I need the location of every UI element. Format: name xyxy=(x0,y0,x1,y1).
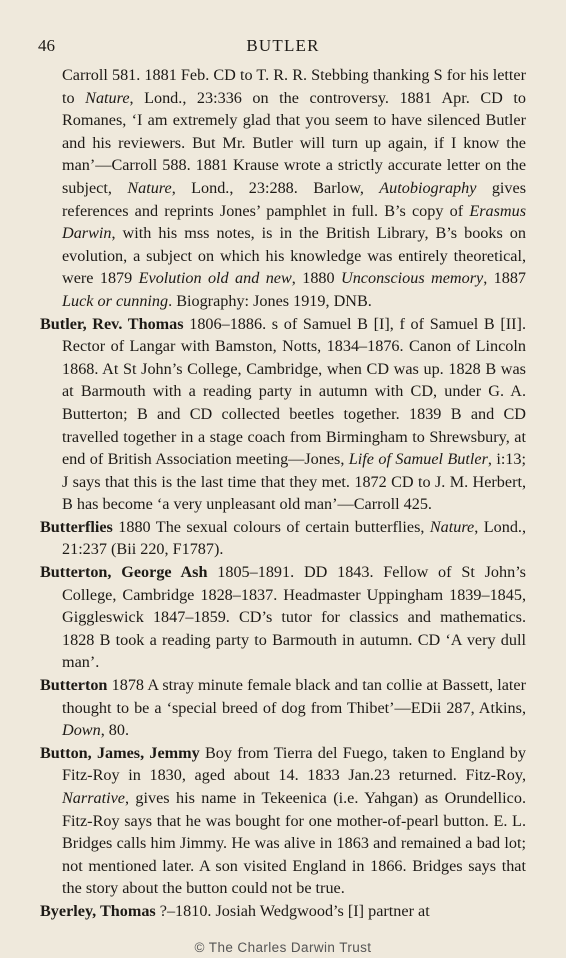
entry-byerley-thomas xyxy=(40,900,526,923)
page-number: 46 xyxy=(38,36,55,55)
entry-butterflies xyxy=(40,516,526,561)
entry-text: , 1880 xyxy=(291,269,342,288)
entry-text: ?–1810. Josiah Wedgwood’s [I] partner at xyxy=(155,901,430,920)
entry-headword: Butterflies xyxy=(40,517,113,536)
entry-headword: Byerley, Thomas xyxy=(40,901,156,920)
italic-title: Autobiography xyxy=(379,178,477,197)
italic-title: Nature xyxy=(127,178,172,197)
italic-title: Nature xyxy=(429,517,475,536)
entry-headword: Butterton, George Ash xyxy=(40,563,208,582)
entry-text: , 80. xyxy=(100,721,130,740)
italic-title: Life of Samuel Butler xyxy=(348,450,488,469)
entry-butterton-george-ash xyxy=(40,561,526,674)
entry-text: 1878 A stray minute female black and tan collie at Bassett, later thought to be a ‘special breed of dog from Thibet’—EDii 287, Atkins, xyxy=(62,676,526,717)
entry-text: Carroll 581. 1881 Feb. CD to T. R. R. Stebbing thanking S for his letter to xyxy=(62,66,526,107)
entry-headword: Butterton xyxy=(40,676,108,695)
entry-text: , i:13; J says that this is the last time that they met. 1872 CD to J. M. Herbert, B has become ‘a very unpleasant old man’—Carroll 425. xyxy=(62,450,526,514)
entry-text: , gives his name in Tekeenica (i.e. Yahgan) as Orundellico. Fitz-Roy says that he was bought for one mother-of-pearl button. E. L. Bridges calls him Jimmy. He was alive in 1863 and remained a bad lot; not mentioned later. A son visited England in 1866. Bridges says that the story about the button could not be true. xyxy=(62,789,526,898)
entry-headword: Butler, Rev. Thomas xyxy=(40,314,184,333)
entry-button-james-jemmy xyxy=(40,742,526,900)
entry-text: , 1887 xyxy=(483,269,527,288)
entry-text: , Lond., 23:288. Barlow, xyxy=(171,178,380,197)
italic-title: Unconscious memory xyxy=(341,269,484,288)
italic-title: Evolution old and new xyxy=(138,269,292,288)
entry-text: . Biography: Jones 1919, DNB. xyxy=(168,291,372,310)
italic-title: Down xyxy=(62,721,101,740)
italic-title: Luck or cunning xyxy=(62,291,169,310)
entry-text: Boy from Tierra del Fuego, taken to England by Fitz-Roy in 1830, aged about 14. 1833 Jan.23 returned. Fitz-Roy, xyxy=(62,743,526,785)
italic-title: Narrative xyxy=(62,789,125,807)
entries-body xyxy=(40,64,526,923)
running-head: BUTLER xyxy=(246,36,320,55)
entry-continuation xyxy=(40,64,526,313)
entry-text: 1880 The sexual colours of certain butterflies, xyxy=(112,517,430,536)
entry-butler-rev-thomas xyxy=(40,313,526,516)
entry-text: 1805–1891. DD 1843. Fellow of St John’s College, Cambridge 1828–1837. Headmaster Uppingham 1839–1845, Giggleswick 1847–1859. CD’s tutor for classics and mathematics. 1828 B took a reading party to Barmouth in autumn. CD ‘A very dull man’. xyxy=(62,563,526,672)
entry-text: , with his mss notes, is in the British Library, B’s books on evolution, a subject on which his knowledge was entirely theoretical, were 1879 xyxy=(62,224,526,288)
entry-butterton-dog xyxy=(40,674,526,742)
entry-text: gives references and reprints Jones’ pamphlet in full. B’s copy of xyxy=(62,178,526,220)
italic-title: Nature xyxy=(85,88,130,107)
entry-text: , Lond., 23:336 on the controversy. 1881 Apr. CD to Romanes, ‘I am extremely glad that you seem to have silenced Butler and his reviewers. But Mr. Butler will turn up again, if I know the man’—Carroll 588. 1881 Krause wrote a strictly accurate letter on the subject, xyxy=(62,88,526,197)
entry-headword: Button, James, Jemmy xyxy=(40,743,200,762)
entry-text: 1806–1886. s of Samuel B [I], f of Samuel B [II]. Rector of Langar with Bamston, Notts, 1834–1876. Canon of Lincoln 1868. At St John’s College, Cambridge, when CD was up. 1828 B was at Barmouth with a reading party in autumn with CD, under G. A. Butterton; B and CD collected beetles together. 1839 B and CD travelled together in a stage coach from Birmingham to Shrewsbury, at end of British Association meeting—Jones, xyxy=(62,314,526,469)
copyright-footer: © The Charles Darwin Trust xyxy=(194,940,372,955)
italic-title: Erasmus Darwin xyxy=(62,201,526,243)
entry-text: , Lond., 21:237 (Bii 220, F1787). xyxy=(62,517,527,559)
